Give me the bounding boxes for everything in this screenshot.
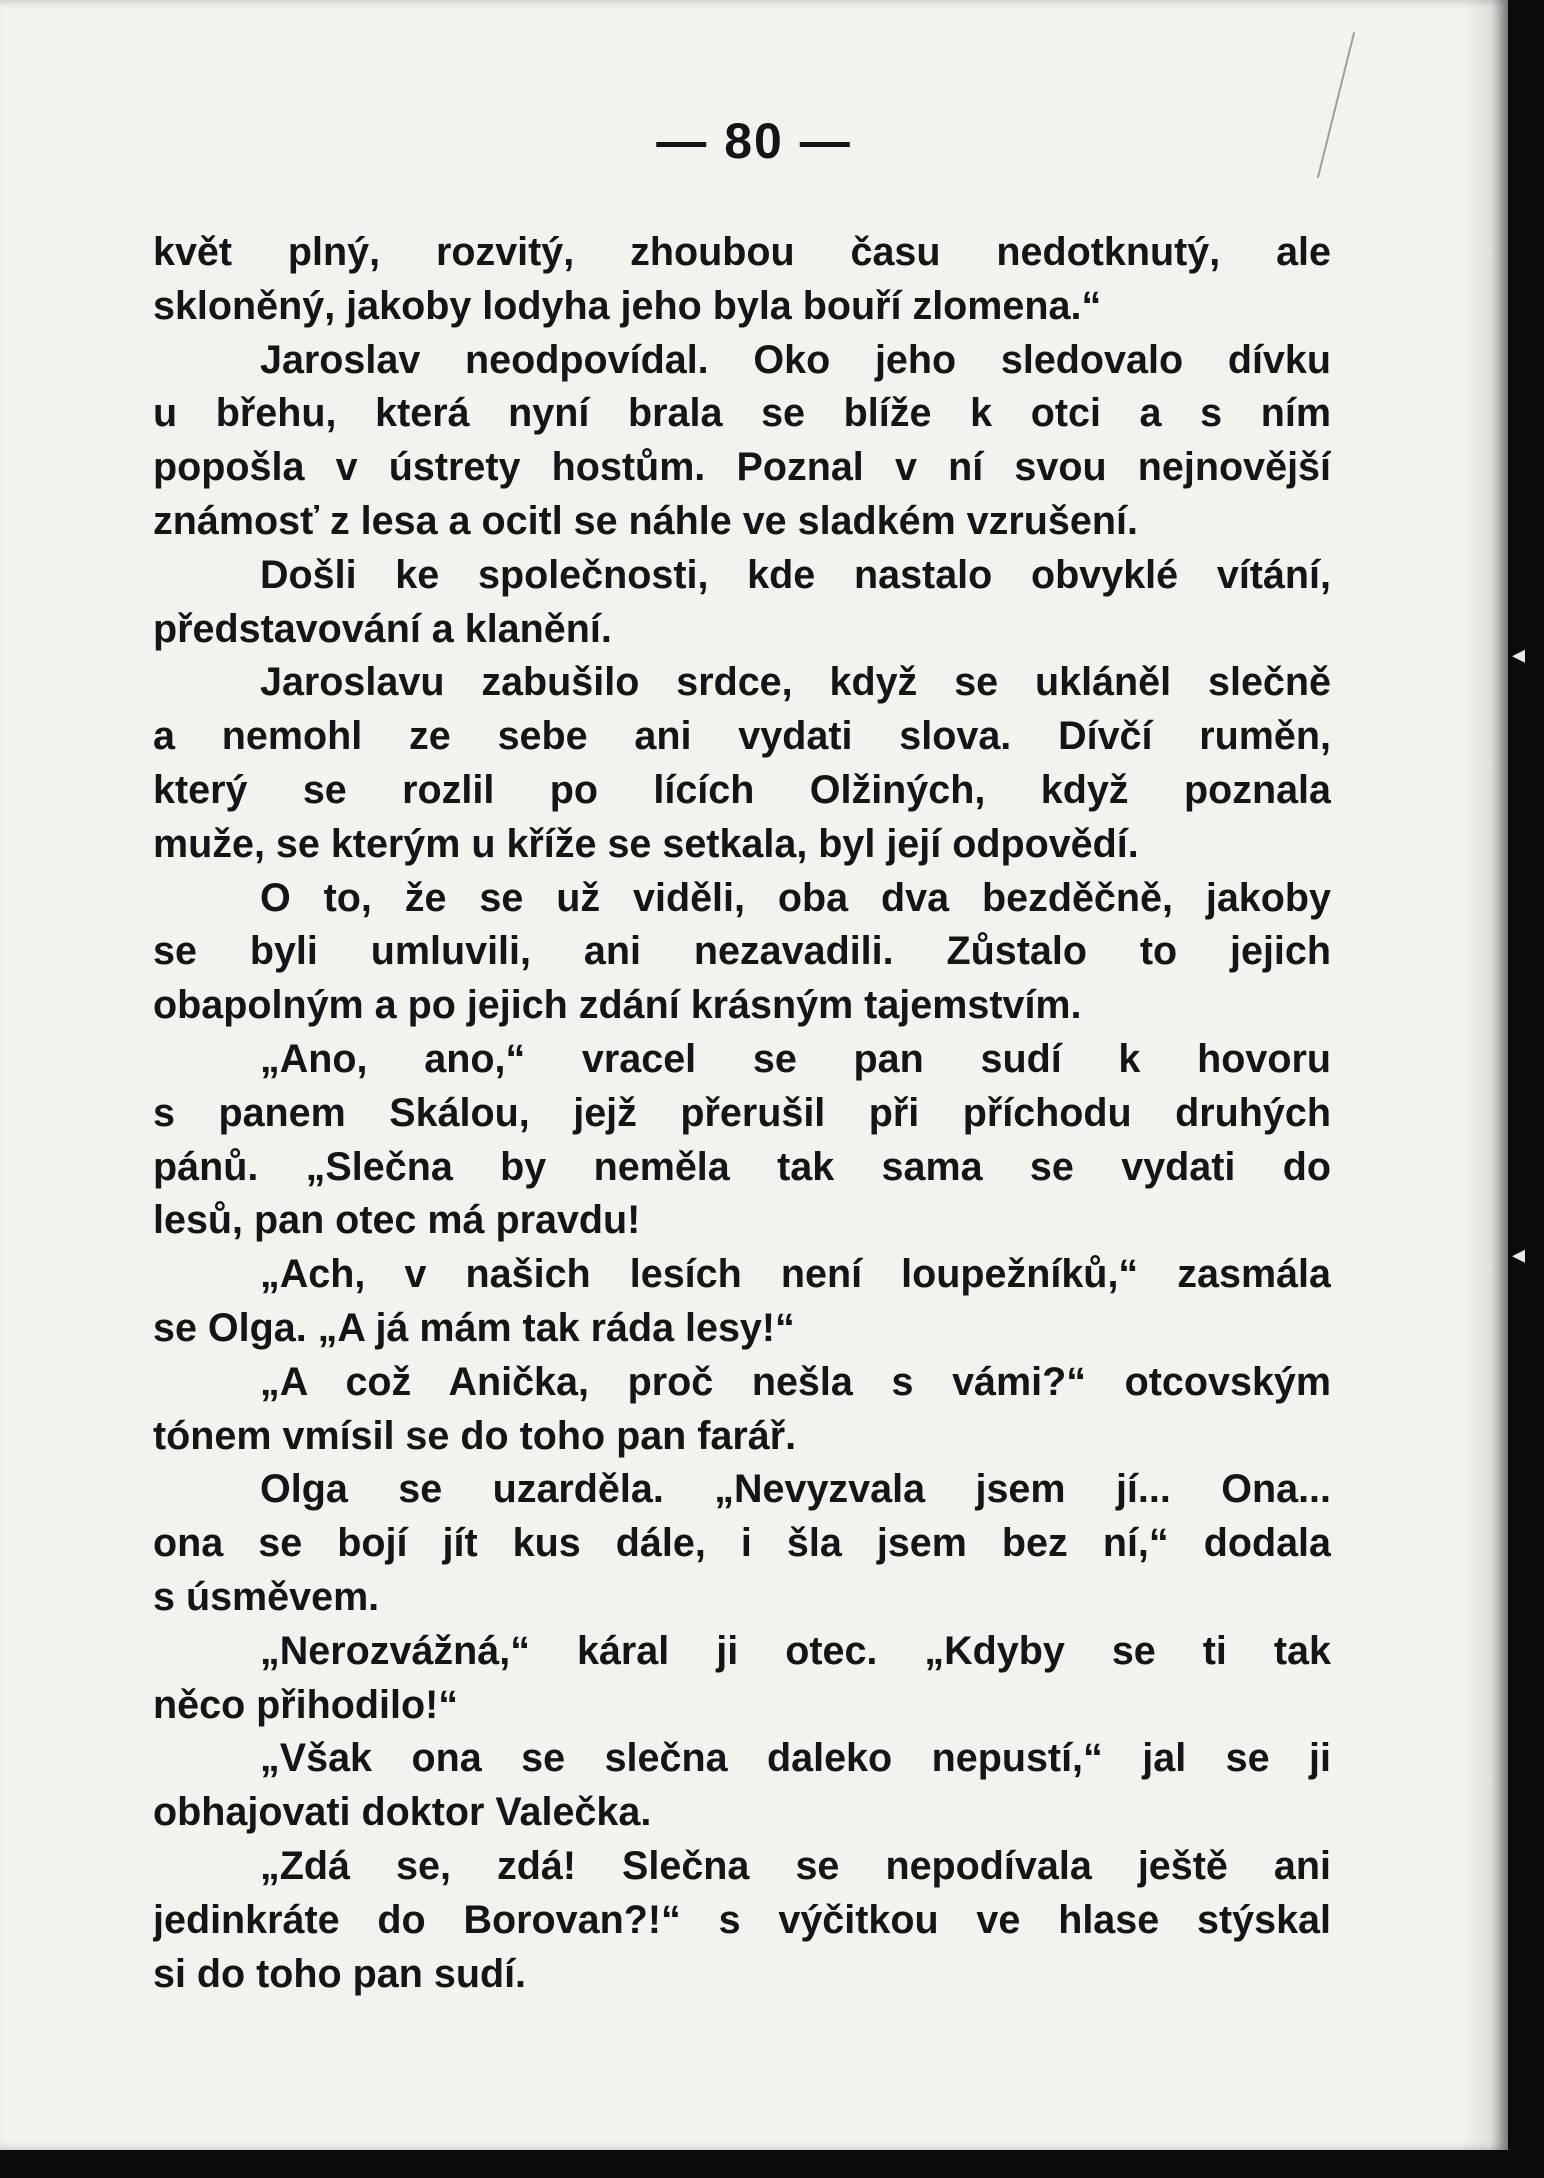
text-line: s panem Skálou, jejž přerušil při příchodu druhých	[153, 1090, 1331, 1135]
text-line: představování a klanění.	[153, 606, 612, 651]
text-line: Olga se uzarděla. „Nevyzvala jsem jí... Ona...	[260, 1467, 1331, 1512]
page-number: — 80 —	[656, 113, 852, 169]
text-line: skloněný, jakoby lodyha jeho byla bouří zlomena.“	[153, 283, 1102, 328]
text-line: u břehu, která nyní brala se blíže k otci a s ním	[153, 391, 1331, 436]
text-line: „Nerozvážná,“ káral ji otec. „Kdyby se ti tak	[260, 1628, 1331, 1673]
text-line: který se rozlil po lících Olžiných, když poznala	[153, 767, 1331, 812]
text-line: lesů, pan otec má pravdu!	[153, 1198, 641, 1243]
text-line: něco přihodilo!“	[153, 1682, 459, 1727]
text-line: květ plný, rozvitý, zhoubou času nedotknutý, ale	[153, 230, 1331, 274]
text-line: známosť z lesa a ocitl se náhle ve sladkém vzrušení.	[153, 498, 1138, 543]
text-line: Došli ke společnosti, kde nastalo obvyklé vítání,	[260, 552, 1331, 597]
text-line: „Zdá se, zdá! Slečna se nepodívala ještě ani	[260, 1843, 1331, 1888]
text-line: „A což Anička, proč nešla s vámi?“ otcovským	[260, 1359, 1331, 1404]
text-line: obapolným a po jejich zdání krásným tajemstvím.	[153, 983, 1082, 1028]
text-line: s úsměvem.	[153, 1574, 380, 1619]
text-line: pánů. „Slečna by neměla tak sama se vydati do	[153, 1144, 1331, 1189]
text-line: muže, se kterým u kříže se setkala, byl její odpovědí.	[153, 821, 1139, 866]
margin-arrow-icon: ◂	[1512, 640, 1526, 670]
text-line: obhajovati doktor Valečka.	[153, 1790, 652, 1835]
text-line: „Ach, v našich lesích není loupežníků,“ zasmála	[260, 1252, 1331, 1297]
text-line: si do toho pan sudí.	[153, 1951, 527, 1996]
text-line: a nemohl ze sebe ani vydati slova. Dívčí ruměn,	[153, 714, 1331, 759]
text-line: se Olga. „A já mám tak ráda lesy!“	[153, 1305, 795, 1350]
text-line: „Ano, ano,“ vracel se pan sudí k hovoru	[260, 1036, 1331, 1081]
text-line: se byli umluvili, ani nezavadili. Zůstalo to jejich	[153, 929, 1331, 974]
page-body-text	[153, 226, 1331, 2001]
text-line: popošla v ústrety hostům. Poznal v ní svou nejnovější	[153, 445, 1331, 490]
text-line: O to, že se už viděli, oba dva bezděčně, jakoby	[260, 875, 1331, 920]
page-fold-shadow	[1464, 0, 1508, 2150]
margin-arrow-icon: ◂	[1512, 1240, 1526, 1270]
text-line: ona se bojí jít kus dále, i šla jsem bez ní,“ dodala	[153, 1521, 1331, 1566]
text-line: jedinkráte do Borovan?!“ s výčitkou ve hlase stýskal	[153, 1897, 1331, 1942]
text-line: tónem vmísil se do toho pan farář.	[153, 1413, 797, 1458]
text-line: Jaroslav neodpovídal. Oko jeho sledovalo dívku	[260, 337, 1331, 382]
text-line: „Však ona se slečna daleko nepustí,“ jal se ji	[260, 1736, 1331, 1781]
text-line: Jaroslavu zabušilo srdce, když se ukláněl slečně	[260, 660, 1331, 705]
